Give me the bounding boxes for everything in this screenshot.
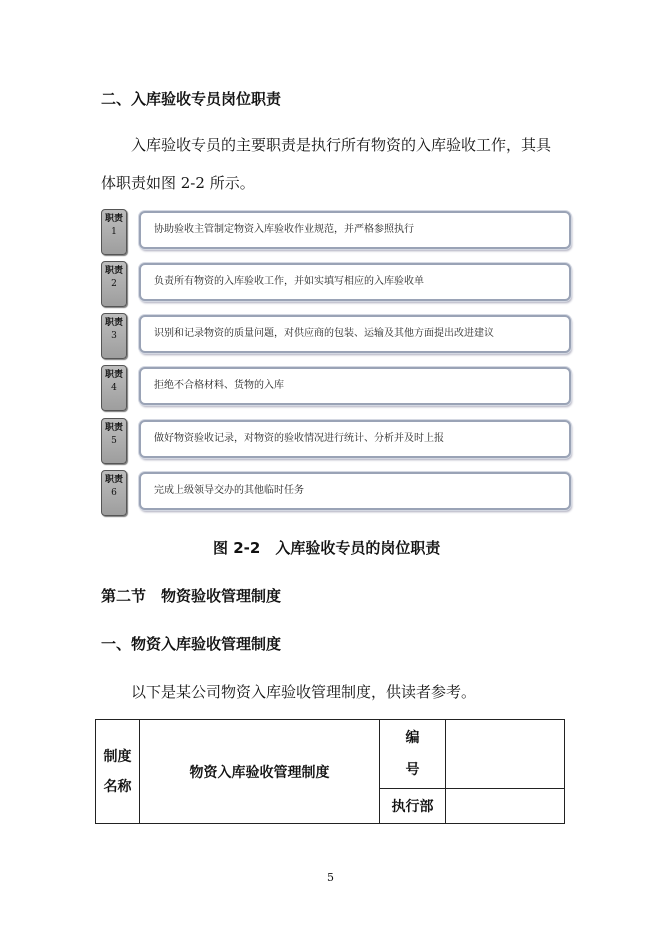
duty-row-6 bbox=[101, 470, 573, 516]
page-number: 5 bbox=[327, 871, 334, 884]
duty-row-4 bbox=[101, 365, 573, 411]
code-value-cell bbox=[446, 720, 565, 789]
duty-text-5: 做好物资验收记录，对物资的验收情况进行统计、分析并及时上报 bbox=[139, 420, 571, 458]
duty-row-3 bbox=[101, 313, 573, 359]
policy-table bbox=[95, 719, 565, 824]
dept-value-cell bbox=[446, 789, 565, 824]
figure-caption: 图 2-2 入库验收专员的岗位职责 bbox=[213, 539, 441, 557]
subheading: 一、物资入库验收管理制度 bbox=[101, 635, 282, 653]
policy-name-cell: 物资入库验收管理制度 bbox=[140, 720, 380, 824]
duty-text-1: 协助验收主管制定物资入库验收作业规范，并严格参照执行 bbox=[139, 211, 571, 249]
duty-text-4: 拒绝不合格材料、货物的入库 bbox=[139, 367, 571, 405]
duty-text-6: 完成上级领导交办的其他临时任务 bbox=[139, 472, 571, 510]
duty-row-2 bbox=[101, 261, 573, 307]
duty-tag-4: 职责 4 bbox=[101, 365, 127, 411]
code-label-cell: 编 号 bbox=[380, 720, 446, 789]
intro-line-2: 体职责如图 2-2 所示。 bbox=[101, 174, 255, 192]
dept-label-cell: 执行部 bbox=[380, 789, 446, 824]
label-cell: 制度 名称 bbox=[96, 720, 140, 824]
duty-tag-1: 职责 1 bbox=[101, 209, 127, 255]
duty-tag-3: 职责 3 bbox=[101, 313, 127, 359]
duty-text-2: 负责所有物资的入库验收工作，并如实填写相应的入库验收单 bbox=[139, 263, 571, 301]
duty-text-3: 识别和记录物资的质量问题，对供应商的包装、运输及其他方面提出改进建议 bbox=[139, 315, 571, 353]
duty-tag-5: 职责 5 bbox=[101, 418, 127, 464]
section-title: 第二节 物资验收管理制度 bbox=[101, 587, 282, 605]
note-text: 以下是某公司物资入库验收管理制度，供读者参考。 bbox=[131, 683, 477, 701]
intro-line-1: 入库验收专员的主要职责是执行所有物资的入库验收工作，其具 bbox=[131, 136, 552, 154]
duty-row-5 bbox=[101, 418, 573, 464]
duty-tag-2: 职责 2 bbox=[101, 261, 127, 307]
duty-tag-6: 职责 6 bbox=[101, 470, 127, 516]
heading-duties: 二、入库验收专员岗位职责 bbox=[101, 90, 282, 108]
duty-row-1 bbox=[101, 209, 573, 255]
